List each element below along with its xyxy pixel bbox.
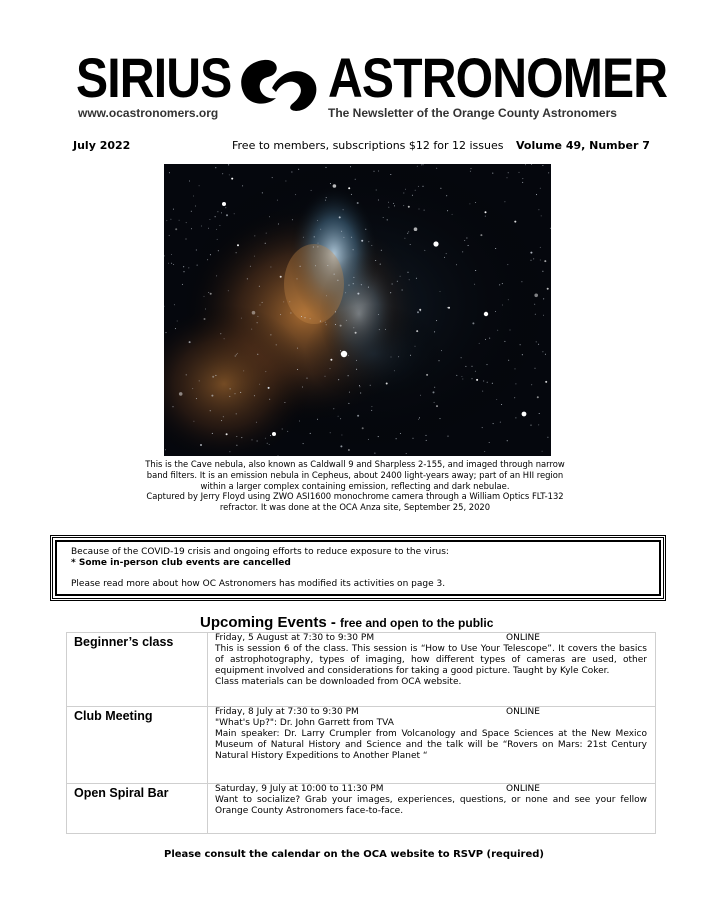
event-name: Beginner’s class bbox=[67, 633, 208, 707]
notice-line: Please read more about how OC Astronomers has modified its activities on page 3. bbox=[71, 579, 446, 589]
event-details-extra: Main speaker: Dr. Larry Crumpler from Volcanology and Space Sciences at the New Mexico Museum of Natural History and Science and the talk will be “Rovers on Mars: 21st Century Natural History Expeditions to Another Planet “ bbox=[215, 729, 647, 761]
event-when: Friday, 5 August at 7:30 to 9:30 PM bbox=[215, 633, 375, 643]
event-row-open-spiral-bar bbox=[67, 784, 656, 834]
event-mode: ONLINE bbox=[506, 707, 540, 717]
newsletter-title-right: ASTRONOMER bbox=[328, 46, 668, 109]
issue-date: July 2022 bbox=[73, 139, 131, 152]
subscription-price: Free to members, subscriptions $12 for 12 issues bbox=[232, 139, 504, 152]
caption-line: within a larger complex containing emission, reflecting and dark nebulae. bbox=[200, 480, 510, 491]
oca-logo-icon bbox=[232, 48, 322, 120]
caption-line: Captured by Jerry Floyd using ZWO ASI1600 monochrome camera through a William Optics FLT-132 bbox=[146, 491, 564, 502]
website-url[interactable]: www.ocastronomers.org bbox=[78, 106, 219, 120]
notice-cancelled: * Some in-person club events are cancelled bbox=[71, 558, 291, 568]
event-details: "What's Up?": Dr. John Garrett from TVA bbox=[215, 718, 394, 728]
nebula-photo bbox=[164, 164, 551, 456]
events-title: Upcoming Events - bbox=[200, 614, 341, 631]
notice-line: Because of the COVID-19 crisis and ongoing efforts to reduce exposure to the virus: bbox=[71, 547, 449, 557]
event-details: This is session 6 of the class. This session is “How to Use Your Telescope”. It covers the basics of astrophotography, types of imaging, how different types of cameras are used, other equipment involved and considerations for taking a good picture. Taught by Kyle Coker. bbox=[215, 644, 647, 676]
issue-volume: Volume 49, Number 7 bbox=[516, 139, 650, 152]
covid-notice-content bbox=[55, 540, 661, 596]
upcoming-events-heading bbox=[200, 612, 493, 631]
masthead-right bbox=[328, 46, 708, 120]
event-details-cell bbox=[208, 633, 656, 707]
issue-info bbox=[0, 139, 708, 157]
cave-nebula-image bbox=[164, 164, 551, 456]
event-when: Friday, 8 July at 7:30 to 9:30 PM bbox=[215, 707, 359, 717]
notice-spacer bbox=[71, 569, 645, 579]
event-details-cell bbox=[208, 784, 656, 834]
event-details: Want to socialize? Grab your images, experiences, questions, or none and see your fellow Orange County Astronomers face-to-face. bbox=[215, 795, 647, 816]
event-mode: ONLINE bbox=[506, 784, 540, 794]
event-name: Open Spiral Bar bbox=[67, 784, 208, 834]
event-details-cell bbox=[208, 707, 656, 784]
newsletter-tagline: The Newsletter of the Orange County Astronomers bbox=[328, 106, 617, 120]
event-details-extra: Class materials can be downloaded from OCA website. bbox=[215, 677, 462, 687]
events-subtitle: free and open to the public bbox=[340, 616, 494, 630]
caption-line: band filters. It is an emission nebula in Cepheus, about 2400 light-years away; part of an HII region bbox=[146, 469, 564, 480]
cover-caption bbox=[110, 459, 600, 513]
masthead-left bbox=[76, 46, 257, 120]
caption-line: refractor. It was done at the OCA Anza site, September 25, 2020 bbox=[219, 502, 491, 513]
covid-notice-box bbox=[50, 535, 666, 601]
event-row-club-meeting bbox=[67, 707, 656, 784]
caption-line: This is the Cave nebula, also known as Caldwall 9 and Sharpless 2-155, and imaged through narrow bbox=[145, 459, 565, 469]
rsvp-note: Please consult the calendar on the OCA website to RSVP (required) bbox=[164, 849, 544, 860]
event-mode: ONLINE bbox=[506, 633, 540, 643]
event-row-beginners-class bbox=[67, 633, 656, 707]
masthead bbox=[0, 0, 708, 130]
events-table bbox=[66, 632, 656, 834]
newsletter-title-left: SIRIUS bbox=[76, 46, 232, 109]
event-name: Club Meeting bbox=[67, 707, 208, 784]
event-when: Saturday, 9 July at 10:00 to 11:30 PM bbox=[215, 784, 384, 794]
